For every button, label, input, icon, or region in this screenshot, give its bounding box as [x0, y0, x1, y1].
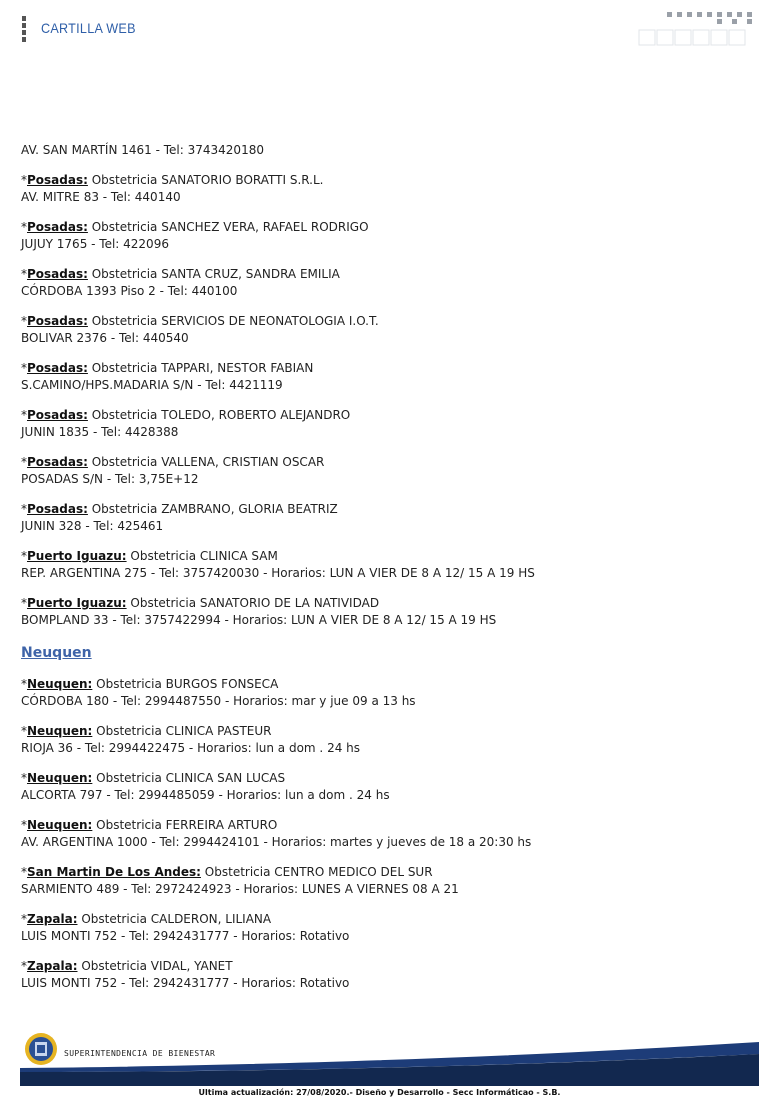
- provider-entry: [21, 501, 741, 535]
- entry-details: JUJUY 1765 - Tel: 422096: [21, 237, 169, 251]
- provider-entry: [21, 723, 741, 757]
- entry-details: LUIS MONTI 752 - Tel: 2942431777 - Horarios: Rotativo: [21, 976, 350, 990]
- entry-location: Neuquen:: [27, 771, 93, 785]
- entry-provider: Obstetricia SERVICIOS DE NEONATOLOGIA I.O.T.: [87, 314, 379, 328]
- entry-location: Posadas:: [27, 220, 88, 234]
- provider-entry: [21, 407, 741, 441]
- entry-provider: Obstetricia TOLEDO, ROBERTO ALEJANDRO: [87, 408, 351, 422]
- entry-prefix: *: [21, 677, 27, 691]
- entry-details: AV. ARGENTINA 1000 - Tel: 2994424101 - Horarios: martes y jueves de 18 a 20:30 hs: [21, 835, 532, 849]
- intro-address: AV. SAN MARTÍN 1461 - Tel: 3743420180: [21, 143, 264, 157]
- entry-details: RIOJA 36 - Tel: 2994422475 - Horarios: lun a dom . 24 hs: [21, 741, 361, 755]
- entry-details: BOLIVAR 2376 - Tel: 440540: [21, 331, 189, 345]
- provider-entry: [21, 817, 741, 851]
- entry-details: BOMPLAND 33 - Tel: 3757422994 - Horarios: LUN A VIER DE 8 A 12/ 15 A 19 HS: [21, 613, 497, 627]
- provider-entry: [21, 219, 741, 253]
- entry-prefix: *: [21, 455, 27, 469]
- entry-provider: Obstetricia FERREIRA ARTURO: [92, 818, 278, 832]
- entry-location: Posadas:: [27, 314, 88, 328]
- entry-provider: Obstetricia SANCHEZ VERA, RAFAEL RODRIGO: [87, 220, 369, 234]
- entry-provider: Obstetricia SANTA CRUZ, SANDRA EMILIA: [87, 267, 340, 281]
- entry-provider: Obstetricia VIDAL, YANET: [77, 959, 233, 973]
- last-updated: Ultima actualización: 27/08/2020.- Diseño y Desarrollo - Secc Informáticao - S.B.: [198, 1088, 561, 1097]
- grid-decoration-icon: [637, 12, 759, 48]
- entry-location: Neuquen:: [27, 724, 93, 738]
- entry-prefix: *: [21, 361, 27, 375]
- entry-provider: Obstetricia VALLENA, CRISTIAN OSCAR: [87, 455, 325, 469]
- entry-location: San Martin De Los Andes:: [27, 865, 201, 879]
- entry-prefix: *: [21, 220, 27, 234]
- entry-provider: Obstetricia CALDERON, LILIANA: [77, 912, 272, 926]
- provider-entry: [21, 313, 741, 347]
- provider-entry: [21, 548, 741, 582]
- entry-prefix: *: [21, 502, 27, 516]
- entry-location: Zapala:: [27, 959, 78, 973]
- entry-details: S.CAMINO/HPS.MADARIA S/N - Tel: 4421119: [21, 378, 283, 392]
- entry-prefix: *: [21, 549, 27, 563]
- entry-prefix: *: [21, 959, 27, 973]
- provider-entry: [21, 454, 741, 488]
- organization-name: SUPERINTENDENCIA DE BIENESTAR: [64, 1049, 216, 1058]
- entry-provider: Obstetricia ZAMBRANO, GLORIA BEATRIZ: [87, 502, 338, 516]
- entry-location: Puerto Iguazu:: [27, 549, 127, 563]
- provider-entry: [21, 595, 741, 629]
- entry-provider: Obstetricia BURGOS FONSECA: [92, 677, 279, 691]
- entry-location: Posadas:: [27, 408, 88, 422]
- provider-entry: [21, 911, 741, 945]
- provider-entry: [21, 360, 741, 394]
- entry-prefix: *: [21, 267, 27, 281]
- entry-provider: Obstetricia TAPPARI, NESTOR FABIAN: [87, 361, 314, 375]
- entry-details: AV. MITRE 83 - Tel: 440140: [21, 190, 181, 204]
- entry-prefix: *: [21, 912, 27, 926]
- provider-entry: [21, 676, 741, 710]
- page-title: CARTILLA WEB: [41, 20, 136, 36]
- entry-provider: Obstetricia CLINICA SAN LUCAS: [92, 771, 286, 785]
- entry-details: SARMIENTO 489 - Tel: 2972424923 - Horarios: LUNES A VIERNES 08 A 21: [21, 882, 459, 896]
- entry-provider: Obstetricia SANATORIO DE LA NATIVIDAD: [126, 596, 380, 610]
- entry-prefix: *: [21, 408, 27, 422]
- entry-details: POSADAS S/N - Tel: 3,75E+12: [21, 472, 199, 486]
- entry-provider: Obstetricia SANATORIO BORATTI S.R.L.: [87, 173, 324, 187]
- provider-entry: [21, 958, 741, 992]
- entry-location: Zapala:: [27, 912, 78, 926]
- page-header: [0, 0, 759, 60]
- entry-prefix: *: [21, 724, 27, 738]
- entry-details: ALCORTA 797 - Tel: 2994485059 - Horarios: lun a dom . 24 hs: [21, 788, 390, 802]
- provider-entry: [21, 172, 741, 206]
- entry-prefix: *: [21, 596, 27, 610]
- entry-details: JUNIN 1835 - Tel: 4428388: [21, 425, 179, 439]
- entry-details: JUNIN 328 - Tel: 425461: [21, 519, 164, 533]
- entry-prefix: *: [21, 771, 27, 785]
- entry-details: LUIS MONTI 752 - Tel: 2942431777 - Horarios: Rotativo: [21, 929, 350, 943]
- entry-location: Neuquen:: [27, 818, 93, 832]
- provider-entry: [21, 864, 741, 898]
- provider-entry: [21, 770, 741, 804]
- section-heading: Neuquen: [21, 645, 92, 661]
- entry-prefix: *: [21, 865, 27, 879]
- entry-provider: Obstetricia CLINICA SAM: [126, 549, 278, 563]
- entry-provider: Obstetricia CENTRO MEDICO DEL SUR: [200, 865, 433, 879]
- entry-details: CÓRDOBA 1393 Piso 2 - Tel: 440100: [21, 284, 238, 298]
- entry-prefix: *: [21, 173, 27, 187]
- entry-details: CÓRDOBA 180 - Tel: 2994487550 - Horarios: mar y jue 09 a 13 hs: [21, 694, 416, 708]
- entry-location: Posadas:: [27, 502, 88, 516]
- provider-entry: [21, 266, 741, 300]
- header-bar-icon: [22, 16, 26, 46]
- entry-provider: Obstetricia CLINICA PASTEUR: [92, 724, 272, 738]
- entry-location: Puerto Iguazu:: [27, 596, 127, 610]
- entry-location: Neuquen:: [27, 677, 93, 691]
- page-footer: [20, 1030, 759, 1090]
- entry-prefix: *: [21, 818, 27, 832]
- entry-location: Posadas:: [27, 267, 88, 281]
- entry-prefix: *: [21, 314, 27, 328]
- footer-wave-icon: [20, 1030, 759, 1086]
- entry-location: Posadas:: [27, 455, 88, 469]
- entry-location: Posadas:: [27, 361, 88, 375]
- provider-list: [21, 142, 741, 1005]
- entry-details: REP. ARGENTINA 275 - Tel: 3757420030 - Horarios: LUN A VIER DE 8 A 12/ 15 A 19 HS: [21, 566, 535, 580]
- entry-location: Posadas:: [27, 173, 88, 187]
